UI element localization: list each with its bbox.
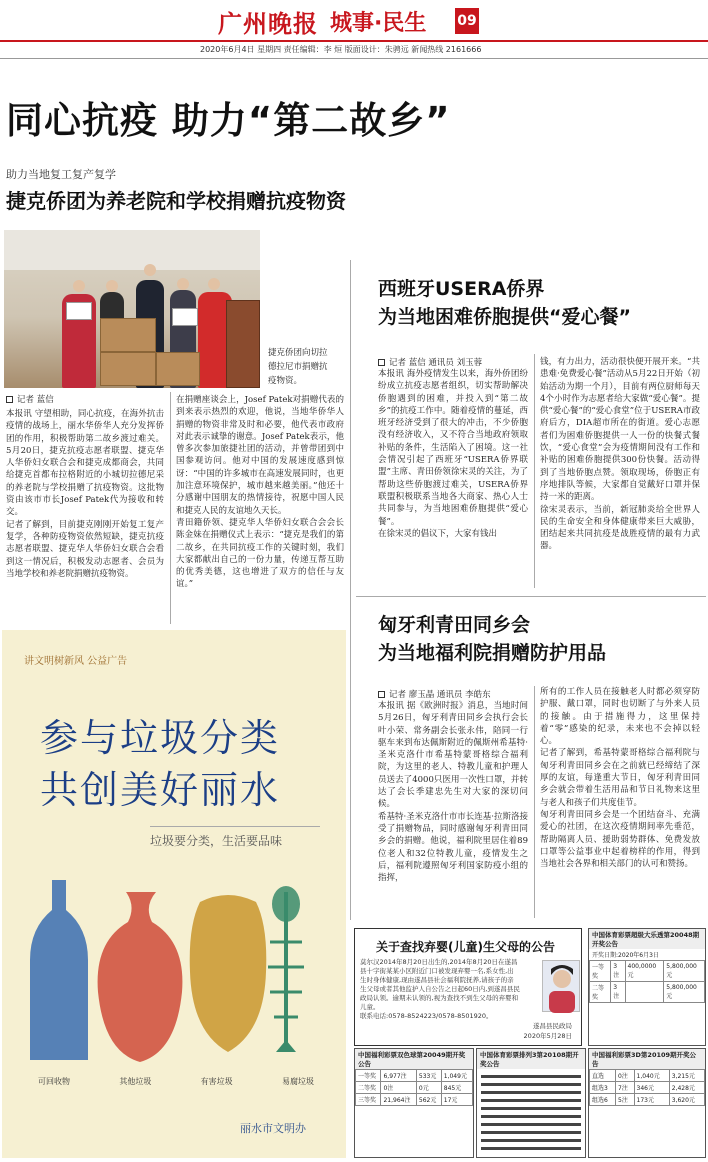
table-row	[590, 982, 705, 1003]
ad-divider	[150, 826, 320, 827]
bottle-icon	[30, 880, 88, 1060]
hungary-title-line1: 匈牙利青田同乡会	[378, 614, 531, 636]
czech-kicker: 助力当地复工复产复学	[6, 168, 116, 181]
ad-illustration	[14, 872, 338, 1072]
table-cell: 一等奖	[590, 961, 611, 982]
label-other: 其他垃圾	[119, 1077, 152, 1086]
label-recyclable: 可回收物	[38, 1077, 70, 1086]
hungary-body-col2: 所有的工作人员在接触老人时都必须穿防护服、戴口罩，同时也切断了与外来人员的接触。由于措施得力，这里保持着“零”感染的纪录，未来也不会掉以轻心。 记者了解到，希基特蒙哥格综合福利院与匈牙利青田同乡会在之前就已经缔结了深厚的友谊，每逢重大节日，匈牙利青田同乡会就会带着生活用品和节日礼物来这里与老人和孩子们共度佳节。 匈牙利青田同乡会是一个团结奋斗、充满爱心的社团，在这次疫情期间率先垂范，帮助隔离人员、援助弱势群体、免费发放口罩等公益事业中起着榜样的作用，得到当地社会各界和相关部门的认可和赞扬。	[540, 687, 700, 870]
child-photo	[542, 960, 580, 1012]
fish-bone-icon	[268, 886, 304, 1052]
lottery-box-3	[476, 1048, 586, 1158]
table-row	[590, 961, 705, 982]
table-cell: 1,049元	[441, 1070, 472, 1082]
table-cell: 3,215元	[669, 1070, 704, 1082]
notice-body: 莫尔汉2014年8月20日出生的,2014年8月20日在遂昌县十字街某某小区附近门口被发现弃婴一名,系女性,出生时身体健康,现由遂昌县社会福利院抚养,请孩子的亲生父母或者其他监护人自公告之日起60日内,到遂昌县民政局认领。逾期未认领的,视为查找不到生父母的弃婴和儿童。	[360, 958, 520, 1011]
table-row	[356, 1094, 473, 1106]
table-cell: 2,428元	[669, 1082, 704, 1094]
article-divider	[356, 596, 706, 597]
table-row	[590, 1082, 705, 1094]
page-headline: 同心抗疫 助力“第二故乡”	[6, 99, 451, 142]
ad-topline: 讲文明树新风 公益广告	[24, 656, 128, 667]
lottery-title: 中国福利彩票双色球第20049期开奖公告	[355, 1049, 473, 1069]
lottery-title: 中国体育彩票排列3第20108期开奖公告	[477, 1049, 585, 1069]
masthead-logo: 广州晚报	[218, 9, 318, 38]
spain-byline	[378, 356, 482, 368]
table-cell: 173元	[634, 1094, 669, 1106]
column-rule	[534, 354, 535, 588]
table-row	[590, 1070, 705, 1082]
lottery-date: 开奖日期:2020年6月3日	[592, 952, 659, 959]
dateline: 2020年6月4日 星期四 责任编辑：李 烜 版面设计：朱骋远 新闻热线 2161666	[200, 45, 482, 54]
ad-labels	[14, 1076, 338, 1087]
spain-byline-text: 记者 蓝信 通讯员 刘玉蓉	[389, 358, 483, 368]
page-number: 09	[455, 8, 479, 34]
table-cell	[625, 982, 664, 1003]
masthead-rule	[0, 40, 708, 42]
spain-title-line2: 为当地困难侨胞提供“爱心餐”	[378, 306, 631, 328]
hungary-title-line2: 为当地福利院捐赠防护用品	[378, 642, 607, 664]
table-cell: 1,040元	[634, 1070, 669, 1082]
notice-date: 2020年5月28日	[523, 1032, 572, 1040]
table-cell: 一等奖	[356, 1070, 381, 1082]
czech-byline	[6, 393, 54, 405]
header-divider	[0, 58, 708, 59]
ad-title-line2: 共创美好丽水	[40, 768, 281, 812]
table-cell: 3,620元	[669, 1094, 704, 1106]
table-cell: 17元	[441, 1094, 472, 1106]
table-cell: 直选	[590, 1070, 616, 1082]
notice-signer: 遂昌县民政局	[533, 1022, 572, 1030]
czech-body-col2: 在捐赠座谈会上，Josef Patek对捐赠代表的到来表示热烈的欢迎，他说，当地华侨华人捐赠的物资非常及时和必要，他代表市政府对此表示诚挚的谢意。Josef Patek表示，他曾多次参加旅捷社团的活动，并曾带团到中国参观访问。他对中国的发展速度感到惊讶：“中国的许多城市在高速发展同时，也更加注意环境保护，城市越来越美丽。”他还十分感谢中国朋友的热情接待，祝愿中国人民和捷克人民的友谊地久天长。 青田籍侨领、捷克华人华侨妇女联合会会长陈金妹在捐赠仪式上表示：“捷克是我们的第二故乡，在共同抗疫工作的关键时刻，我们大家都献出自己的一份力量，传递互帮互助的优秀美德，这也增进了双方的信任与友谊。”	[176, 395, 344, 590]
table-cell: 三等奖	[356, 1094, 381, 1106]
column-rule	[170, 392, 171, 624]
table-cell: 346元	[634, 1082, 669, 1094]
table-cell: 21,964注	[381, 1094, 416, 1106]
table-cell: 0注	[616, 1070, 635, 1082]
table-cell: 组选3	[590, 1082, 616, 1094]
table-cell: 845元	[441, 1082, 472, 1094]
table-cell: 二等奖	[590, 982, 611, 1003]
label-kitchen: 易腐垃圾	[281, 1077, 314, 1086]
table-cell: 533元	[416, 1070, 441, 1082]
spain-title-line1: 西班牙USERA侨界	[378, 278, 545, 300]
hungary-byline-text: 记者 廖玉晶 通讯员 李皓东	[389, 690, 491, 700]
table-cell: 7注	[616, 1082, 635, 1094]
label-hazardous: 有害垃圾	[200, 1077, 233, 1086]
ad-footer: 丽水市文明办	[240, 1122, 306, 1135]
vase-icon	[98, 892, 183, 1062]
spain-body-col1: 本报讯 海外疫情发生以来，海外侨团纷纷成立抗疫志愿者组织，切实帮助解决侨胞遇到的困难，并投入到“第二故乡”的抗疫工作中。随着疫情的蔓延，西班牙经济受到了很大的冲击，不少侨胞没有经济收入，又不符合当地政府领取补贴的条件，生活陷入了困境。这一社会情况引起了西班牙“USERA侨界联盟”主席、青田侨领徐宋灵的关注，为了帮助这些侨胞渡过难关，USERA侨界联盟积极联系当地各大商家、热心人士共同参与，为当地困难侨胞提供“爱心餐”。 在徐宋灵的倡议下，大家有钱出	[378, 369, 528, 539]
table-row	[356, 1082, 473, 1094]
table-cell: 5,800,000元	[664, 982, 705, 1003]
column-rule	[534, 686, 535, 918]
czech-title: 捷克侨团为养老院和学校捐赠抗疫物资	[6, 189, 346, 213]
lottery-table	[355, 1069, 473, 1106]
section-rule	[350, 260, 351, 920]
notice-contact: 联系电话:0578-8524223/0578-8501920。	[360, 1012, 493, 1020]
hungary-byline	[378, 688, 491, 700]
ad-slogan: 垃圾要分类，生活要品味	[150, 834, 283, 848]
lottery-table	[589, 1069, 705, 1106]
jar-icon	[190, 895, 267, 1052]
photo-caption: 捷克侨团向切拉德拉尼市捐赠抗疫物资。	[268, 348, 328, 386]
table-cell: 5,800,000元	[664, 961, 705, 982]
table-row	[590, 1094, 705, 1106]
table-cell: 0元	[416, 1082, 441, 1094]
lottery-box-2	[354, 1048, 474, 1158]
lottery-title: 中国福利彩票3D第20109期开奖公告	[589, 1049, 705, 1069]
table-cell: 5注	[616, 1094, 635, 1106]
lottery-box-1	[588, 928, 706, 1046]
table-cell: 3注	[611, 982, 625, 1003]
lottery-title: 中国体育彩票超级大乐透第20048期开奖公告	[589, 929, 705, 949]
table-cell: 3注	[611, 961, 625, 982]
czech-byline-text: 记者 蓝信	[17, 395, 54, 405]
table-cell: 0注	[381, 1082, 416, 1094]
table-cell: 562元	[416, 1094, 441, 1106]
spain-body-col2: 钱，有力出力，活动很快便开展开来。“共患难·免费爱心餐”活动从5月22日开始（初始活动为期一个月），目前有两位厨师每天4个小时作为志愿者给大家做“爱心餐”。提供“爱心餐”的“爱心食堂”位于USERA市政府后方，DIA超市所在的街道。爱心志愿者们为困难侨胞提供一人一份的快餐式餐饮，“爱心食堂”会为疫情期间没有工作和补贴的困难侨胞提供300份快餐。活动得到了当地侨胞点赞。领取现场，侨胞正有序地排队等候，大家都自觉戴好口罩并保持一米的距离。 徐宋灵表示，当前，新冠肺炎给全世界人民的生命安全和身体健康带来巨大威胁，团结起来共同抗疫是战胜疫情的最有力武器。	[540, 357, 700, 552]
hungary-body-col1: 本报讯 据《欧洲时报》消息，当地时间5月26日，匈牙利青田同乡会执行会长叶小荣、常务副会长张永伟，陪同一行驱车来到布达佩斯附近的佩斯州希基特·圣米克洛什市希基特蒙哥格综合福利院，为这里的老人、特教儿童和护理人员送去了4000只医用一次性口罩，并转达了会长季建忠先生对大家的深切问候。 希基特·圣米克洛什市市长连基·拉斯洛接受了捐赠物品，同时感谢匈牙利青田同乡会的捐赠。他说，福利院里居住着89位老人和32位特教儿童，疫情发生之后，福利院遵照匈牙利国家防疫小组的指挥，	[378, 701, 528, 884]
lottery-grid	[477, 1069, 585, 1158]
czech-donation-photo	[4, 230, 260, 388]
lottery-box-4	[588, 1048, 706, 1158]
table-cell: 组选6	[590, 1094, 616, 1106]
lottery-table	[589, 960, 705, 1003]
czech-body-col1: 本报讯 守望相助，同心抗疫，在海外抗击疫情的战场上，丽水华侨华人充分发挥侨团的作用，积极帮助第二故乡渡过难关。5月20日，捷克抗疫志愿者联盟、捷克华人华侨妇女联合会和捷克成都商会，共同给捷克首都布拉格附近的小城切拉德尼采的养老院与学校捐赠了抗疫物资。这批物资由该市市长Josef Patek代为接收和转交。 记者了解到，目前捷克刚刚开始复工复产复学，各种防疫物资依然短缺，捷克抗疫志愿者联盟、捷克华人华侨妇女联合会看到这一情况后，积极发动志愿者、会员为当地学校和养老院捐赠抗疫物资。	[6, 409, 164, 579]
table-cell: 400,0000元	[625, 961, 664, 982]
notice-title: 关于查找弃婴(儿童)生父母的公告	[376, 940, 555, 954]
table-cell: 6,977注	[381, 1070, 416, 1082]
table-cell: 二等奖	[356, 1082, 381, 1094]
section-title: 城事·民生	[330, 11, 427, 36]
ad-title-line1: 参与垃圾分类	[40, 716, 281, 760]
table-row	[356, 1070, 473, 1082]
